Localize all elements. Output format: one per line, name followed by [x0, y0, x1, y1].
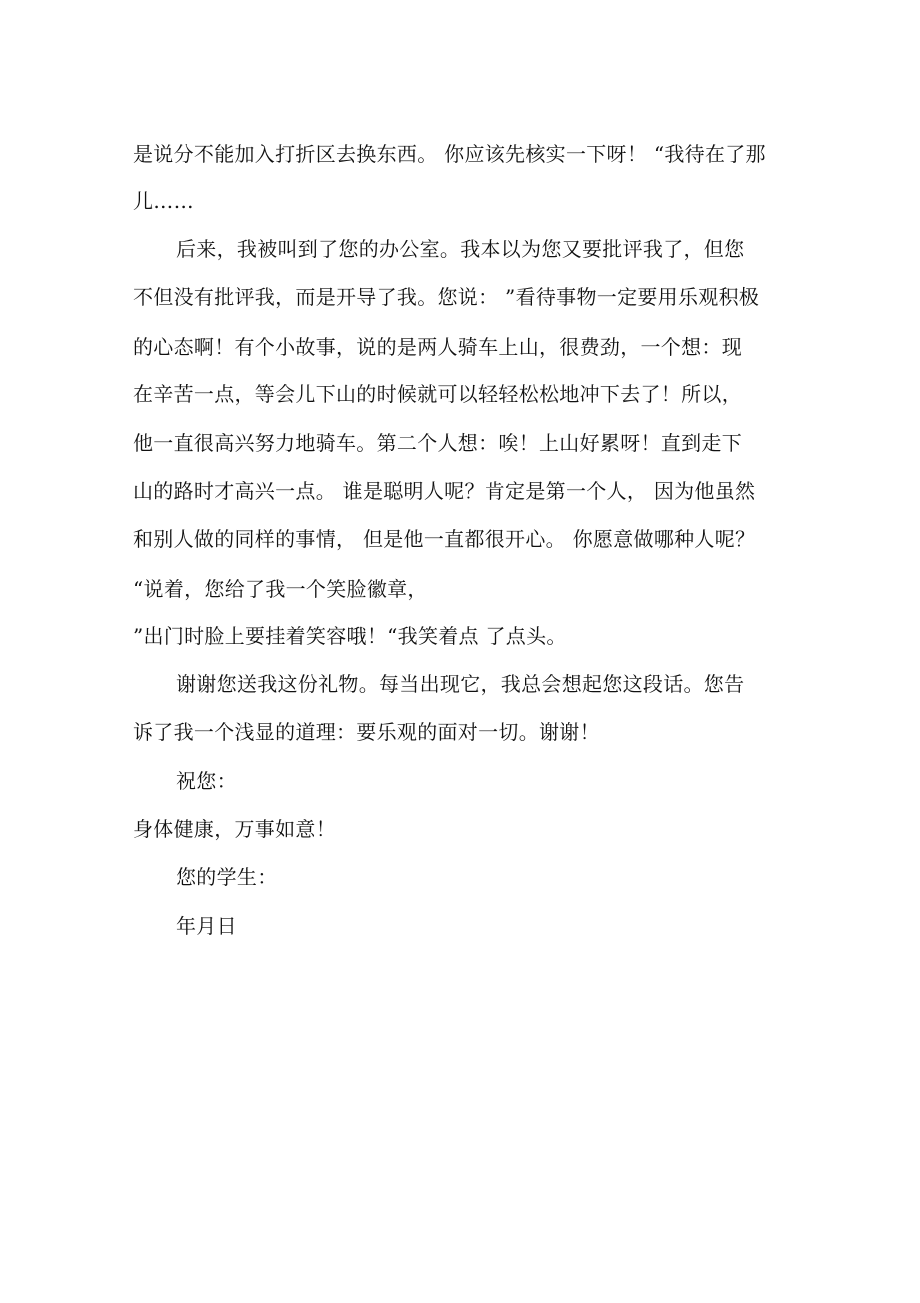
text-line-1: 是说分不能加入打折区去换东西。 你应该先核实一下呀！ “我待在了那	[133, 142, 766, 166]
text-line-9: 和别人做的同样的事情， 但是他一直都很开心。 你愿意做哪种人呢？	[133, 527, 756, 551]
paragraph-start-line-3: 后来，我被叫到了您的办公室。我本以为您又要批评我了，但您	[176, 237, 745, 261]
text-line-13: 诉了我一个浅显的道理：要乐观的面对一切。谢谢！	[133, 720, 600, 744]
text-line-10: “说着，您给了我一个笑脸徽章，	[133, 577, 428, 601]
text-line-2: 儿……	[133, 189, 194, 213]
text-line-5: 的心态啊！有个小故事，说的是两人骑车上山，很费劲，一个想：现	[133, 335, 742, 359]
closing-wish: 身体健康，万事如意！	[133, 817, 336, 841]
closing-greeting: 祝您：	[176, 769, 237, 793]
text-line-4: 不但没有批评我，而是开导了我。您说： ”看待事物一定要用乐观积极	[133, 285, 760, 309]
text-line-11: ”出门时脸上要挂着笑容哦！“我笑着点 了点头。	[133, 624, 567, 648]
text-line-7: 他一直很高兴努力地骑车。第二个人想：唉！上山好累呀！直到走下	[133, 431, 742, 455]
text-line-6: 在辛苦一点，等会儿下山的时候就可以轻轻松松地冲下去了！所以，	[133, 382, 742, 406]
paragraph-start-line-12: 谢谢您送我这份礼物。每当出现它，我总会想起您这段话。您告	[176, 672, 745, 696]
signature-line: 您的学生：	[176, 865, 278, 889]
text-line-8: 山的路时才高兴一点。 谁是聪明人呢？肯定是第一个人， 因为他虽然	[133, 479, 756, 503]
date-line: 年月日	[176, 914, 237, 938]
